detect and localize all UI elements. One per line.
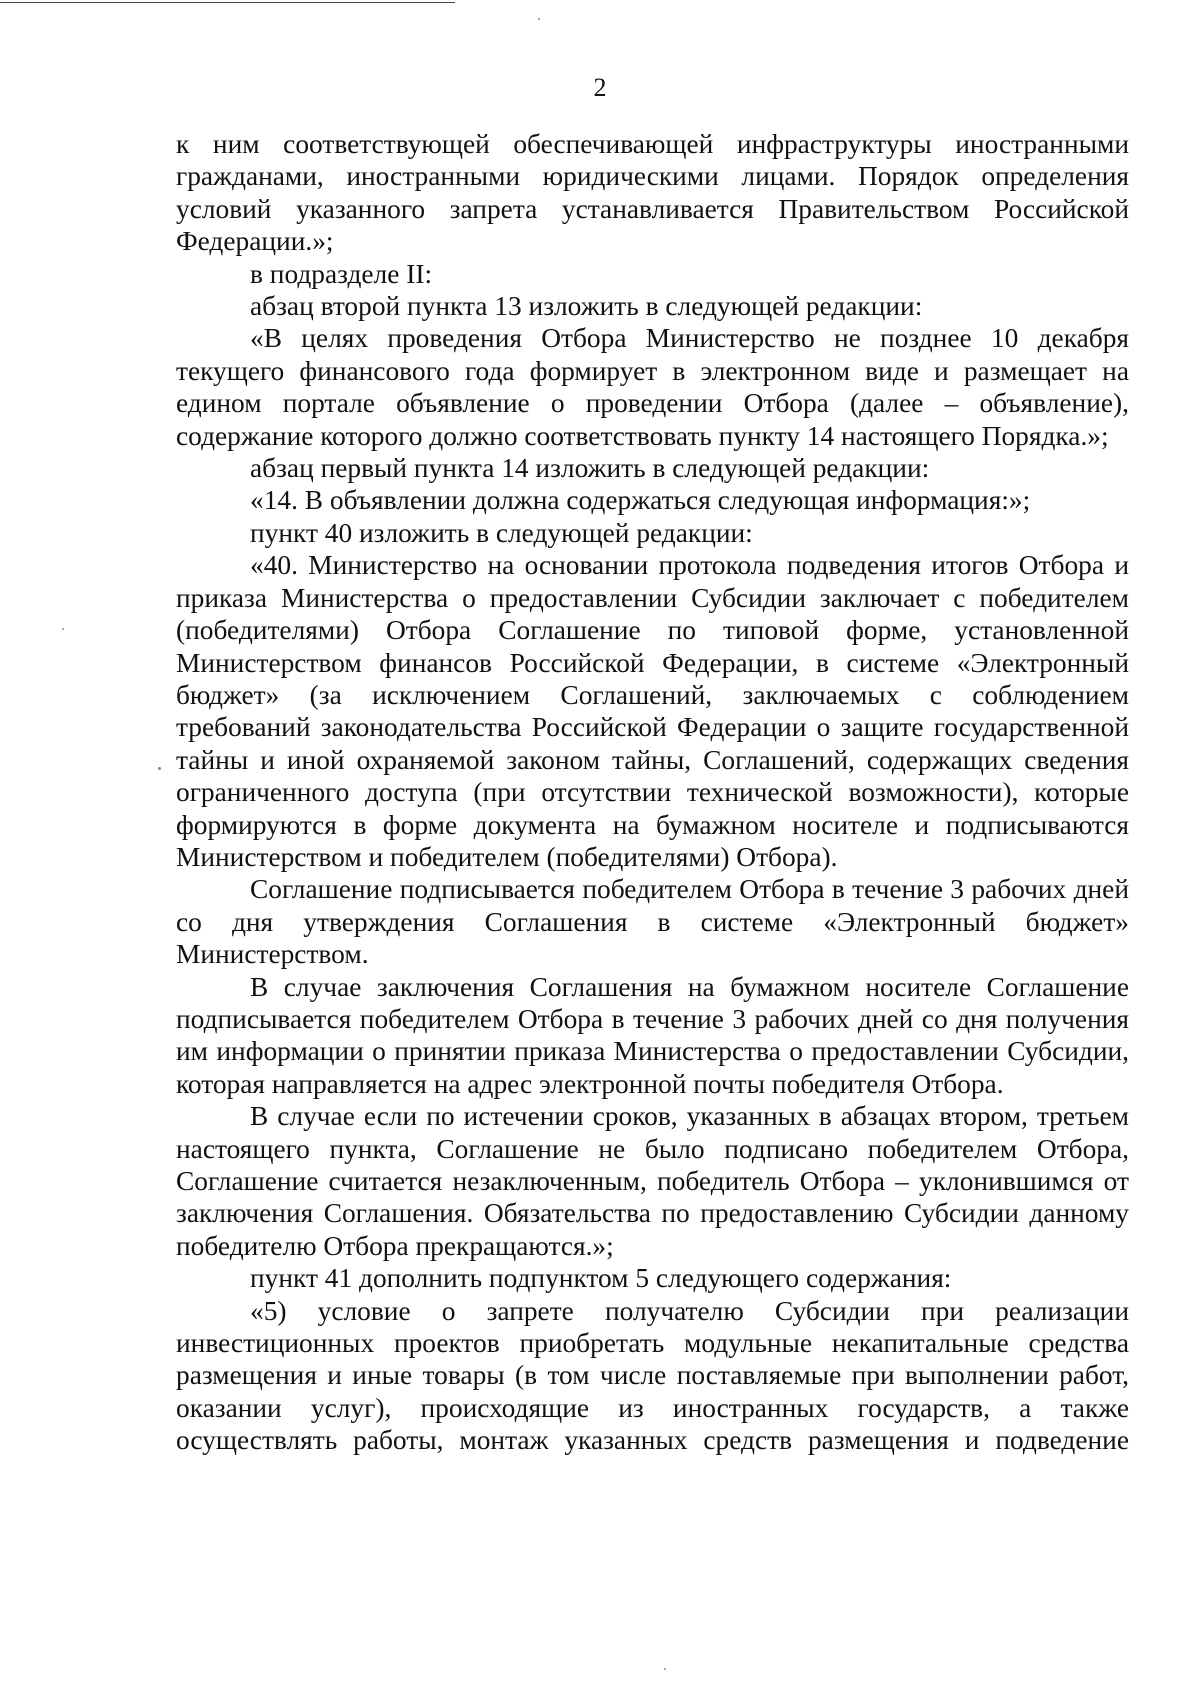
paragraph: «5) условие о запрете получателю Субсидии при реализации инвестиционных проектов приобретать модульные некапитальные средства размещения и иные товары (в том числе поставляемые при выполнении работ, оказании услуг), происходящие из иностранных государств, а также осуществлять работы, монтаж указанных средств размещения и подведение xyxy=(176,1295,1129,1456)
paragraph: пункт 40 изложить в следующей редакции: xyxy=(250,517,753,548)
paragraph: В случае если по истечении сроков, указанных в абзацах втором, третьем настоящего пункта, Соглашение не было подписано победителем Отбора, Соглашение считается незаключенным, победитель Отбора – уклонившимся от заключения Соглашения. Обязательства по предоставлению Субсидии данному победителю Отбора прекращаются.»; xyxy=(176,1101,1129,1261)
scan-speck xyxy=(664,1668,666,1670)
scan-speck xyxy=(158,767,161,770)
paragraph: Соглашение подписывается победителем Отбора в течение 3 рабочих дней со дня утверждения Соглашения в системе «Электронный бюджет» Министерством. xyxy=(176,874,1129,970)
paragraph: в подразделе II: xyxy=(250,258,433,289)
page-number: 2 xyxy=(593,73,607,102)
scan-edge-line xyxy=(0,2,455,3)
paragraph: «В целях проведения Отбора Министерство не позднее 10 декабря текущего финансового года формирует в электронном виде и размещает на едином портале объявление о проведении Отбора (далее – объявление), содержание которого должно соответствовать пункту 14 настоящего Порядка.»; xyxy=(176,323,1129,451)
paragraph: абзац второй пункта 13 изложить в следующей редакции: xyxy=(250,291,923,322)
paragraph: В случае заключения Соглашения на бумажном носителе Соглашение подписывается победителем Отбора в течение 3 рабочих дней со дня получения им информации о принятии приказа Министерства о предоставлении Субсидии, которая направляется на адрес электронной почты победителя Отбора. xyxy=(176,971,1129,1099)
document-body xyxy=(176,128,1129,1457)
paragraph: «14. В объявлении должна содержаться следующая информация:»; xyxy=(250,485,1031,516)
paragraph: пункт 41 дополнить подпунктом 5 следующего содержания: xyxy=(250,1263,952,1294)
scan-speck xyxy=(538,18,540,20)
paragraph: «40. Министерство на основании протокола подведения итогов Отбора и приказа Министерства о предоставлении Субсидии заключает с победителем (победителями) Отбора Соглашение по типовой форме, установленной Министерством финансов Российской Федерации, в системе «Электронный бюджет» (за исключением Соглашений, заключаемых с соблюдением требований законодательства Российской Федерации о защите государственной тайны и иной охраняемой законом тайны, Соглашений, содержащих сведения ограниченного доступа (при отсутствии технической возможности), которые формируются в форме документа на бумажном носителе и подписываются Министерством и победителем (победителями) Отбора). xyxy=(176,550,1129,872)
paragraph: абзац первый пункта 14 изложить в следующей редакции: xyxy=(250,453,930,484)
paragraph: к ним соответствующей обеспечивающей инфраструктуры иностранными гражданами, иностранными юридическими лицами. Порядок определения условий указанного запрета устанавливается Правительством Российской Федерации.»; xyxy=(176,129,1129,257)
scan-speck xyxy=(62,628,64,630)
